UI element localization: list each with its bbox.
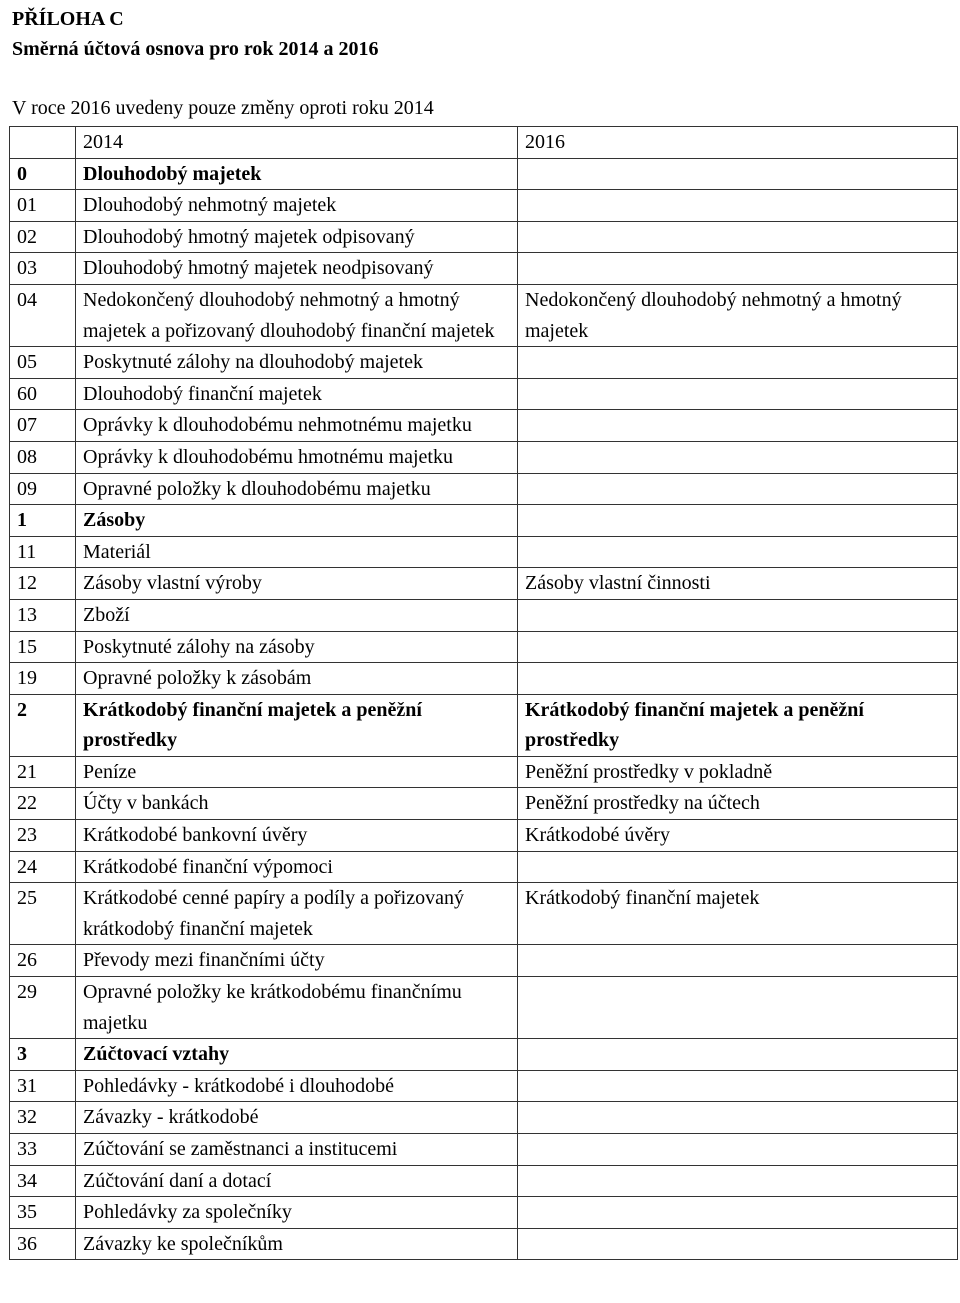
- account-name-2016: [518, 945, 958, 977]
- document-subtitle: V roce 2016 uvedeny pouze změny oproti roku 2014: [12, 97, 434, 119]
- account-name-2014: Poskytnuté zálohy na zásoby: [76, 631, 518, 663]
- account-name-2014: Nedokončený dlouhodobý nehmotný a hmotný majetek a pořizovaný dlouhodobý finanční majetek: [76, 284, 518, 346]
- table-row: [10, 221, 958, 253]
- account-name-2014: Zúčtovací vztahy: [76, 1039, 518, 1071]
- account-code: 31: [10, 1070, 76, 1102]
- table-row: [10, 883, 958, 945]
- table-row: [10, 473, 958, 505]
- account-code: 0: [10, 158, 76, 190]
- account-name-2014: Dlouhodobý hmotný majetek odpisovaný: [76, 221, 518, 253]
- table-row: [10, 1070, 958, 1102]
- table-row: [10, 536, 958, 568]
- account-name-2016: [518, 441, 958, 473]
- account-name-2016: [518, 347, 958, 379]
- account-code: 34: [10, 1165, 76, 1197]
- account-name-2016: Peněžní prostředky v pokladně: [518, 756, 958, 788]
- account-code: 13: [10, 599, 76, 631]
- table-row: [10, 1228, 958, 1260]
- account-name-2016: [518, 473, 958, 505]
- account-name-2016: [518, 1102, 958, 1134]
- table-row: [10, 1197, 958, 1229]
- account-name-2016: [518, 190, 958, 222]
- account-name-2014: Materiál: [76, 536, 518, 568]
- account-code: 02: [10, 221, 76, 253]
- account-name-2014: Opravné položky k zásobám: [76, 663, 518, 695]
- account-name-2014: Závazky - krátkodobé: [76, 1102, 518, 1134]
- account-name-2016: [518, 1197, 958, 1229]
- table-row: [10, 1165, 958, 1197]
- account-name-2014: Oprávky k dlouhodobému hmotnému majetku: [76, 441, 518, 473]
- account-name-2014: Dlouhodobý hmotný majetek neodpisovaný: [76, 253, 518, 285]
- account-name-2016: [518, 158, 958, 190]
- account-name-2016: Peněžní prostředky na účtech: [518, 788, 958, 820]
- account-name-2016: [518, 977, 958, 1039]
- account-code: 11: [10, 536, 76, 568]
- table-row: [10, 441, 958, 473]
- account-name-2016: [518, 410, 958, 442]
- account-name-2014: Pohledávky za společníky: [76, 1197, 518, 1229]
- table-row: [10, 945, 958, 977]
- table-row: [10, 977, 958, 1039]
- account-name-2016: [518, 378, 958, 410]
- account-name-2014: Poskytnuté zálohy na dlouhodobý majetek: [76, 347, 518, 379]
- account-code: 12: [10, 568, 76, 600]
- table-row: [10, 663, 958, 695]
- account-name-2014: Dlouhodobý finanční majetek: [76, 378, 518, 410]
- account-code: 19: [10, 663, 76, 695]
- table-row: [10, 253, 958, 285]
- account-code: 08: [10, 441, 76, 473]
- table-row: [10, 788, 958, 820]
- document-title: Směrná účtová osnova pro rok 2014 a 2016: [12, 38, 379, 60]
- account-name-2016: [518, 1039, 958, 1071]
- account-name-2014: Oprávky k dlouhodobému nehmotnému majetku: [76, 410, 518, 442]
- appendix-title: PŘÍLOHA C: [12, 8, 124, 30]
- account-name-2016: [518, 221, 958, 253]
- account-code: 21: [10, 756, 76, 788]
- table-header-row: [10, 127, 958, 159]
- account-name-2014: Zásoby: [76, 505, 518, 537]
- account-code: 03: [10, 253, 76, 285]
- account-name-2014: Závazky ke společníkům: [76, 1228, 518, 1260]
- account-name-2016: [518, 1134, 958, 1166]
- account-code: 3: [10, 1039, 76, 1071]
- account-name-2014: Krátkodobé finanční výpomoci: [76, 851, 518, 883]
- table-row: [10, 1039, 958, 1071]
- table-row: [10, 568, 958, 600]
- account-code: 35: [10, 1197, 76, 1229]
- header-2016: 2016: [518, 127, 958, 159]
- account-name-2014: Krátkodobé cenné papíry a podíly a pořizovaný krátkodobý finanční majetek: [76, 883, 518, 945]
- account-name-2016: [518, 663, 958, 695]
- table-row: [10, 756, 958, 788]
- account-code: 29: [10, 977, 76, 1039]
- account-name-2014: Dlouhodobý majetek: [76, 158, 518, 190]
- account-code: 36: [10, 1228, 76, 1260]
- table-row: [10, 347, 958, 379]
- account-name-2016: [518, 1165, 958, 1197]
- table-row: [10, 158, 958, 190]
- account-code: 01: [10, 190, 76, 222]
- table-row: [10, 190, 958, 222]
- account-name-2016: Nedokončený dlouhodobý nehmotný a hmotný majetek: [518, 284, 958, 346]
- account-name-2014: Opravné položky ke krátkodobému finančnímu majetku: [76, 977, 518, 1039]
- table-row: [10, 378, 958, 410]
- account-name-2016: [518, 536, 958, 568]
- table-row: [10, 410, 958, 442]
- account-name-2016: Krátkodobý finanční majetek a peněžní prostředky: [518, 694, 958, 756]
- table-row: [10, 505, 958, 537]
- account-name-2014: Opravné položky k dlouhodobému majetku: [76, 473, 518, 505]
- account-name-2016: [518, 253, 958, 285]
- account-name-2014: Pohledávky - krátkodobé i dlouhodobé: [76, 1070, 518, 1102]
- account-name-2016: [518, 1228, 958, 1260]
- table-row: [10, 820, 958, 852]
- chart-of-accounts-table: [9, 126, 958, 1260]
- account-name-2014: Účty v bankách: [76, 788, 518, 820]
- table-body: [10, 158, 958, 1260]
- account-name-2014: Zúčtování se zaměstnanci a institucemi: [76, 1134, 518, 1166]
- account-name-2014: Převody mezi finančními účty: [76, 945, 518, 977]
- account-code: 60: [10, 378, 76, 410]
- account-name-2014: Krátkodobý finanční majetek a peněžní prostředky: [76, 694, 518, 756]
- account-code: 04: [10, 284, 76, 346]
- account-name-2014: Zboží: [76, 599, 518, 631]
- header-2014: 2014: [76, 127, 518, 159]
- account-name-2016: Zásoby vlastní činnosti: [518, 568, 958, 600]
- account-name-2016: [518, 599, 958, 631]
- account-name-2016: Krátkodobé úvěry: [518, 820, 958, 852]
- table-row: [10, 599, 958, 631]
- account-code: 26: [10, 945, 76, 977]
- table-row: [10, 851, 958, 883]
- account-code: 15: [10, 631, 76, 663]
- account-name-2014: Zásoby vlastní výroby: [76, 568, 518, 600]
- account-code: 09: [10, 473, 76, 505]
- account-code: 25: [10, 883, 76, 945]
- table-row: [10, 1134, 958, 1166]
- document-heading: [12, 4, 379, 64]
- account-name-2016: [518, 851, 958, 883]
- account-code: 2: [10, 694, 76, 756]
- account-name-2014: Peníze: [76, 756, 518, 788]
- account-code: 1: [10, 505, 76, 537]
- table-row: [10, 694, 958, 756]
- account-name-2016: Krátkodobý finanční majetek: [518, 883, 958, 945]
- account-code: 22: [10, 788, 76, 820]
- account-name-2016: [518, 631, 958, 663]
- account-name-2016: [518, 1070, 958, 1102]
- table-row: [10, 631, 958, 663]
- account-name-2014: Krátkodobé bankovní úvěry: [76, 820, 518, 852]
- account-code: 07: [10, 410, 76, 442]
- account-code: 24: [10, 851, 76, 883]
- account-code: 05: [10, 347, 76, 379]
- account-code: 33: [10, 1134, 76, 1166]
- table-row: [10, 284, 958, 346]
- account-code: 23: [10, 820, 76, 852]
- account-name-2014: Dlouhodobý nehmotný majetek: [76, 190, 518, 222]
- account-name-2014: Zúčtování daní a dotací: [76, 1165, 518, 1197]
- account-name-2016: [518, 505, 958, 537]
- account-code: 32: [10, 1102, 76, 1134]
- header-code: [10, 127, 76, 159]
- table-row: [10, 1102, 958, 1134]
